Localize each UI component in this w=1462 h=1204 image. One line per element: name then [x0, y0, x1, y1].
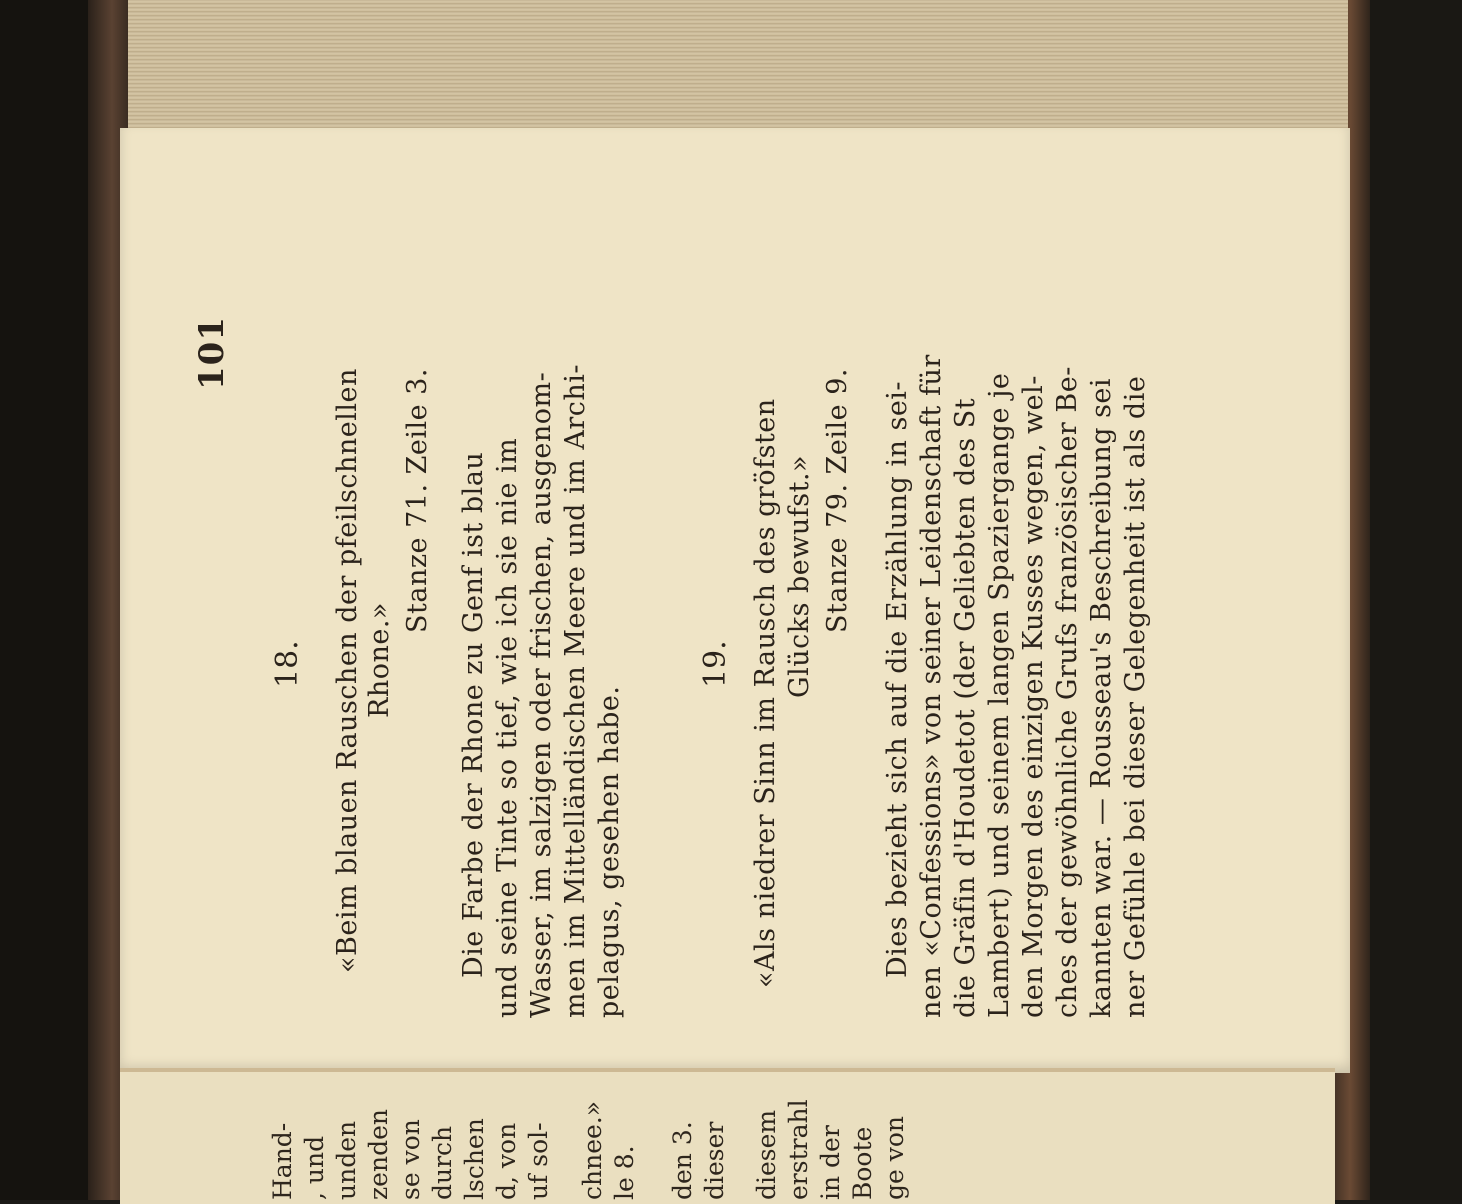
prev-fragment: diesem — [752, 1109, 781, 1200]
prev-fragment: lschen — [460, 1118, 489, 1200]
note-body-line: Lambert) und seinem langen Spaziergange je — [984, 372, 1015, 1018]
note-quote-line: Glücks bewufst.» — [784, 454, 815, 698]
note-body-line: Die Farbe der Rhone zu Genf ist blau — [458, 451, 489, 978]
background-left — [0, 0, 95, 1200]
page-edges — [128, 0, 1348, 140]
note-reference: Stanze 79. Zeile 9. — [822, 368, 853, 633]
note-body-line: die Gräfin d'Houdetot (der Geliebten des St — [950, 397, 981, 1018]
note-quote-line: «Beim blauen Rauschen der pfeilschnellen — [332, 368, 363, 973]
note-body-line: kannten war. — Rousseau's Beschreibung sei — [1086, 377, 1117, 1018]
prev-fragment: le 8. — [610, 1145, 639, 1200]
note-number: 18. — [270, 640, 305, 688]
prev-fragment: den 3. — [668, 1121, 697, 1200]
prev-fragment: erstrahl — [784, 1099, 813, 1200]
note-number: 19. — [698, 640, 733, 688]
note-body-line: pelagus, gesehen habe. — [594, 685, 625, 1018]
prev-fragment: Hand- — [268, 1122, 297, 1200]
note-body-line: ches der gewöhnliche Grufs französischer Be- — [1052, 366, 1083, 1018]
prev-fragment: in der — [816, 1125, 845, 1200]
note-body-line: den Morgen des einzigen Kusses wegen, wel- — [1018, 375, 1049, 1018]
prev-fragment: , und — [300, 1135, 329, 1200]
note-body-line: men im Mittelländischen Meere und im Archi- — [560, 363, 591, 1018]
note-quote-line: «Als niedrer Sinn im Rausch des gröfsten — [750, 398, 781, 988]
previous-page-edge — [120, 1068, 1335, 1204]
prev-fragment: chnee.» — [578, 1100, 607, 1200]
page-number: 101 — [192, 316, 232, 390]
prev-fragment: unden — [332, 1120, 361, 1200]
note-body-line: Dies bezieht sich auf die Erzählung in sei- — [882, 380, 913, 978]
prev-fragment: uf sol- — [524, 1122, 553, 1200]
note-body-line: Wasser, im salzigen oder frischen, ausgenom- — [526, 371, 557, 1018]
prev-fragment: ge von — [880, 1115, 909, 1200]
note-body-line: ner Gefühle bei dieser Gelegenheit ist als die — [1120, 375, 1151, 1018]
prev-fragment: durch — [428, 1125, 457, 1200]
prev-fragment: se von — [396, 1119, 425, 1200]
prev-fragment: zenden — [364, 1109, 393, 1200]
prev-fragment: d, von — [492, 1122, 521, 1200]
note-body-line: nen «Confessions» von seiner Leidenschaft für — [916, 354, 947, 1018]
prev-fragment: dieser — [700, 1121, 729, 1200]
background-right — [1360, 0, 1462, 1200]
main-page — [120, 128, 1350, 1073]
note-quote-line: Rhone.» — [364, 602, 395, 718]
note-reference: Stanze 71. Zeile 3. — [402, 368, 433, 633]
note-body-line: und seine Tinte so tief, wie ich sie nie im — [492, 437, 523, 1018]
prev-fragment: Boote — [848, 1126, 877, 1200]
